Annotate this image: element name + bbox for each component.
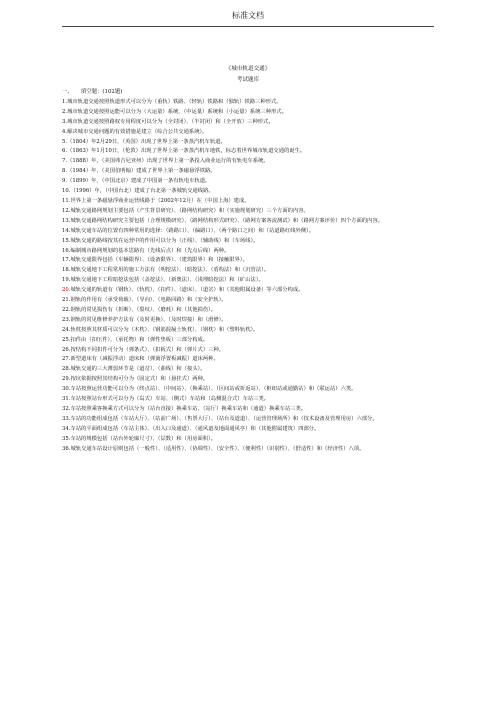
question-text: 按结构不同扣件可分为（弹条式）、（扣板式）和（弹片式）三种。 (70, 346, 225, 353)
question-number: 24. (62, 326, 71, 333)
question-item (62, 157, 430, 167)
question-text: 钢轨的常见维修养护方法有（及时更换）、（及时焊接）和（滑修）。 (70, 316, 227, 323)
question-number: 21. (62, 297, 71, 304)
question-item (62, 227, 430, 237)
question-item (62, 435, 430, 445)
question-text: 编制城市路网规划的基本思路有（先线后点）和（先点后线）两种。 (70, 247, 230, 254)
question-number: 28. (62, 366, 71, 373)
question-text: 城轨交通车站设计原则包括（一般性）、（适用性）、（协调性）、（安全性）、（便利性）（识别性）、（舒适性）和（经济性）八项。 (70, 445, 365, 452)
question-text: 城市轨道交通按照运能可以分为（大运量）系统、（中运量）系统和（小运量）系统三种形式。 (67, 108, 287, 115)
question-number: 6. (62, 148, 68, 155)
question-item (62, 167, 430, 177)
question-number: 22. (62, 306, 71, 313)
question-text: 钢轨的作用有（承受荷载）、（导向）、（电路回路）和（安全护轨）。 (70, 297, 227, 304)
question-text: 车站的平面组成包括（车站主体）、（出入口及通道）、（通风道及地面通风亭）和（其他附属建筑）四部分。 (70, 425, 320, 432)
question-text: 城市轨道交通按照路权专用程度可以分为（全封闭）、（半封闭）和（全开放）三种形式。 (67, 118, 274, 125)
question-number: 13. (62, 217, 71, 224)
question-text: 城轨交通的轨道有（钢轨）、（轨枕）、（扣件）、（道床）、（道岔）和（其他附属设备）等六部分构成。 (70, 287, 304, 294)
question-item (62, 425, 430, 435)
question-number: 18. (62, 267, 71, 274)
question-item (62, 445, 430, 455)
question-item (62, 365, 430, 375)
question-number: 12. (62, 207, 71, 214)
question-text: 城轨交通路网结构研究主要包括（合理规模研究）、（路网结构形式研究）、（路网方案客流测试）和（路网方案评价）四个方面的内容。 (70, 217, 383, 224)
question-text: 城轨交通的路线按其在运营中的作用可以分为（正线）、（辅助线）和（车场线）。 (70, 237, 259, 244)
question-number: 23. (62, 316, 71, 323)
question-text: （1804）年2月29日，（英国）出现了世界上第一条蒸汽机车轨道。 (67, 138, 226, 145)
question-item (62, 346, 430, 356)
question-list (62, 98, 430, 455)
question-number: 1. (62, 98, 68, 105)
question-item (62, 256, 430, 266)
question-text: （1899）年，（中国北京）建成了中国第一条有轨电车轨道。 (67, 178, 211, 185)
question-number: 20. (62, 287, 71, 294)
question-text: 钢轨的常见损伤有（折断）、（裂纹）、（磨耗）和（其他损伤）。 (70, 306, 217, 313)
document-title: 《城市轨道交通》 (225, 66, 271, 72)
question-number: 5. (62, 138, 68, 145)
question-item (62, 326, 430, 336)
document-body (62, 88, 430, 455)
question-item (62, 395, 430, 405)
question-text: 城轨交通地下工程常用的施工方法有（明挖法）、（暗挖法）、（盾构法）和（沉管法）。 (70, 267, 270, 274)
question-number: 15. (62, 237, 71, 244)
question-item (62, 237, 430, 247)
section-heading: 一、 填空题：(102题) (62, 89, 123, 95)
question-item (62, 415, 430, 425)
question-number: 31. (62, 396, 71, 403)
question-item (62, 355, 430, 365)
question-text: 车站的功能组成包括（车站大厅）、（站前广场）、（售票大厅）、（站台及道道）、（运营管理场所）和（技术设备及管理用房）六部分。 (70, 415, 378, 422)
question-number: 4. (62, 128, 68, 135)
question-item (62, 375, 430, 385)
question-text: 世界上第一条磁悬浮商业运营线路于（2002年12月）在（中国上海）建成。 (70, 197, 250, 204)
question-number: 8. (62, 168, 68, 175)
question-text: 车站的规模包括（站台外轮廓尺寸）、（层数）和（用房面积）。 (70, 435, 217, 442)
question-number: 35. (62, 435, 71, 442)
question-text: 城轨交通车站的位置有四种常用的选择：（路路口）、（偏路口）、（两个路口之间）和（站道路红线外侧）。 (70, 227, 315, 234)
question-item (62, 128, 430, 138)
question-number: 29. (62, 376, 71, 383)
question-text: 解决城市交通问题的有效措施是建立（综合公共交通系统）。 (67, 128, 208, 135)
question-item (62, 108, 430, 118)
question-number: 17. (62, 257, 71, 264)
question-text: 城轨交通的三大薄弱环节是（道岔）、（曲线）和（接头）。 (70, 366, 206, 373)
question-number: 25. (62, 336, 71, 343)
question-item (62, 336, 430, 346)
question-item (62, 197, 430, 207)
question-number: 26. (62, 346, 71, 353)
question-item (62, 276, 430, 286)
question-text: 按坑依据按照其结构可分为（固定式）和（悬挂式）两种。 (70, 376, 209, 383)
question-text: （1863）年1月10日，（伦敦）出现了世界上第一条蒸汽机车地铁，标志着世界城市轨道交通的诞生。 (67, 148, 306, 155)
question-item (62, 118, 430, 128)
question-number: 19. (62, 277, 71, 284)
question-item (62, 306, 430, 316)
question-item (62, 385, 430, 395)
document-subtitle: 考试题库 (236, 77, 260, 83)
question-item (62, 207, 430, 217)
question-number: 9. (62, 178, 68, 185)
question-number: 32. (62, 406, 71, 412)
question-text: 扣件由（扣压件）、（承托物）和（弹性垫板）三部分构成。 (70, 336, 209, 343)
header-divider (62, 26, 434, 27)
question-number: 34. (62, 425, 71, 432)
question-text: 车站按照乘客换乘方式可以分为（站台直接）换乘车站、（站厅）换乘车站和（通道）换乘车站三类。 (70, 406, 307, 412)
page-header: 标准文档 (232, 11, 264, 20)
question-text: 城轨交通地下工程暗挖法包括（盖挖法）、（新奥法）、（浅埋暗挖法）和（矿山法）。 (70, 277, 264, 284)
question-number: 27. (62, 356, 71, 363)
question-item (62, 266, 430, 276)
question-text: （1984）年，（美国伯明翰）建成了世界上第一条磁悬浮铁路。 (67, 168, 216, 175)
question-number: 16. (62, 247, 71, 254)
question-text: 城轨交通路网规划主要包括（产生背景研究）、（路网结构研究）和（实施规划研究）三个方面的内容。 (70, 207, 309, 214)
question-text: （1888）年，（美国弗吉尼亚州）出现了世界上第一条投入商业运行的有轨电车系统。 (67, 158, 269, 165)
question-text: （1996）年，（中国台北）建成了台北第一条城轨交通线路。 (70, 188, 214, 195)
question-text: 车站按照运营功能可以分为（终点站）、（中间站）、（换乘站）、（区间站或折返站）、（枢纽站或通勤站）和（联运站）六类。 (70, 386, 357, 393)
question-text: 新型道床有（减振浮动）道床和（弹簧浮置板减振）道床两种。 (70, 356, 219, 363)
question-number: 14. (62, 227, 71, 234)
question-text: 轨枕按照其材质可以分为（木枕）、（钢筋混凝土轨枕）、（钢枕）和（塑料轨枕）。 (70, 326, 259, 333)
question-number: 30. (62, 386, 71, 393)
question-item (62, 296, 430, 306)
question-item (62, 177, 430, 187)
question-number: 10. (62, 188, 71, 195)
question-number: 11. (62, 197, 71, 204)
question-item (62, 405, 430, 415)
question-number: 7. (62, 158, 68, 165)
question-number: 3. (62, 118, 68, 125)
question-item (62, 217, 430, 227)
question-number: 36. (62, 445, 71, 452)
question-item (62, 98, 430, 108)
question-item (62, 138, 430, 148)
question-item (62, 247, 430, 257)
question-item (62, 286, 430, 296)
question-number: 2. (62, 108, 68, 115)
question-item (62, 147, 430, 157)
question-number: 33. (62, 415, 71, 422)
question-text: 城市轨道交通按照轨道形式可以分为（重轨）铁路、（轻轨）铁路和（独轨）铁路三种形式。 (67, 98, 282, 105)
question-text: 车站按照站台形式可以分为（岛式）车站、（侧式）车站和（岛侧混合式）车站三类。 (70, 396, 270, 403)
question-text: 城轨交通限界包括（车辆限界）、（设备限界）、（建筑限界）和（接触限界）。 (70, 257, 248, 264)
question-item (62, 187, 430, 197)
question-item (62, 316, 430, 326)
